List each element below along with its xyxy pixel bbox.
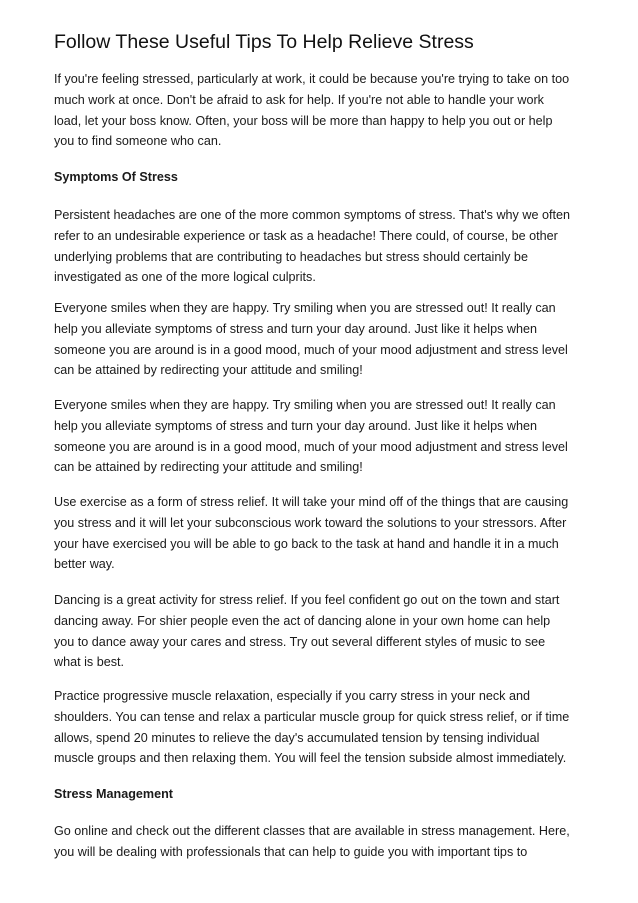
text-line: you will be dealing with professionals that can help to guide you with important tips to	[54, 844, 528, 859]
paragraph-headaches	[54, 205, 594, 288]
text-line: Practice progressive muscle relaxation, especially if you carry stress in your neck and	[54, 689, 530, 703]
paragraph-intro	[54, 69, 594, 152]
paragraph-online-classes	[54, 821, 594, 863]
text-line: refer to an undesirable experience or task as a headache! There could, of course, be other	[54, 228, 558, 243]
text-line: help you alleviate symptoms of stress and turn your day around. Just like it helps when	[54, 321, 538, 336]
text-line: better way.	[54, 557, 115, 572]
text-line: load, let your boss know. Often, your boss will be more than happy to help you out or help	[54, 113, 553, 128]
section-heading-symptoms: Symptoms Of Stress	[54, 170, 178, 184]
text-line: can be attained by redirecting your attitude and smiling!	[54, 363, 363, 378]
text-line: someone you are around is in a good mood, much of your mood adjustment and stress level	[54, 342, 568, 357]
paragraph-dancing	[54, 590, 594, 673]
text-line: your have exercised you will be able to go back to the task at hand and handle it in a much	[54, 536, 559, 551]
text-line: muscle groups and then relaxing them. You will feel the tension subside almost immediately.	[54, 751, 567, 766]
text-line: Persistent headaches are one of the more common symptoms of stress. That's why we often	[54, 208, 570, 222]
text-line: you to find someone who can.	[54, 134, 222, 149]
text-line: underlying problems that are contributing to headaches but stress should certainly be	[54, 249, 528, 264]
text-line: much work at once. Don't be afraid to ask for help. If you're not able to handle your work	[54, 92, 544, 107]
paragraph-smiling	[54, 298, 594, 381]
text-line: can be attained by redirecting your attitude and smiling!	[54, 460, 363, 475]
paragraph-muscle-relaxation	[54, 686, 594, 769]
text-line: Everyone smiles when they are happy. Try smiling when you are stressed out! It really can	[54, 398, 556, 412]
page-title: Follow These Useful Tips To Help Relieve Stress	[54, 31, 474, 53]
text-line: shoulders. You can tense and relax a particular muscle group for quick stress relief, or if time	[54, 709, 570, 724]
text-line: dancing away. For shier people even the act of dancing alone in your own home can help	[54, 613, 551, 628]
text-line: Go online and check out the different classes that are available in stress management. Here,	[54, 824, 570, 838]
text-line: help you alleviate symptoms of stress and turn your day around. Just like it helps when	[54, 418, 538, 433]
text-line: what is best.	[54, 655, 124, 670]
text-line: If you're feeling stressed, particularly at work, it could be because you're trying to take on too	[54, 72, 570, 86]
paragraph-smiling-repeat	[54, 395, 594, 478]
text-line: allows, spend 20 minutes to relieve the day's accumulated tension by tensing individual	[54, 730, 540, 745]
text-line: someone you are around is in a good mood, much of your mood adjustment and stress level	[54, 439, 568, 454]
text-line: Everyone smiles when they are happy. Try smiling when you are stressed out! It really can	[54, 301, 556, 315]
text-line: you to dance away your cares and stress. Try out several different styles of music to see	[54, 634, 546, 649]
text-line: you stress and it will let your subconscious work toward the solutions to your stressors. After	[54, 515, 567, 530]
text-line: Dancing is a great activity for stress relief. If you feel confident go out on the town and start	[54, 593, 560, 607]
section-heading-management: Stress Management	[54, 787, 173, 801]
text-line: Use exercise as a form of stress relief. It will take your mind off of the things that are causing	[54, 495, 569, 509]
paragraph-exercise	[54, 492, 594, 575]
text-line: investigated as one of the more logical culprits.	[54, 270, 316, 285]
